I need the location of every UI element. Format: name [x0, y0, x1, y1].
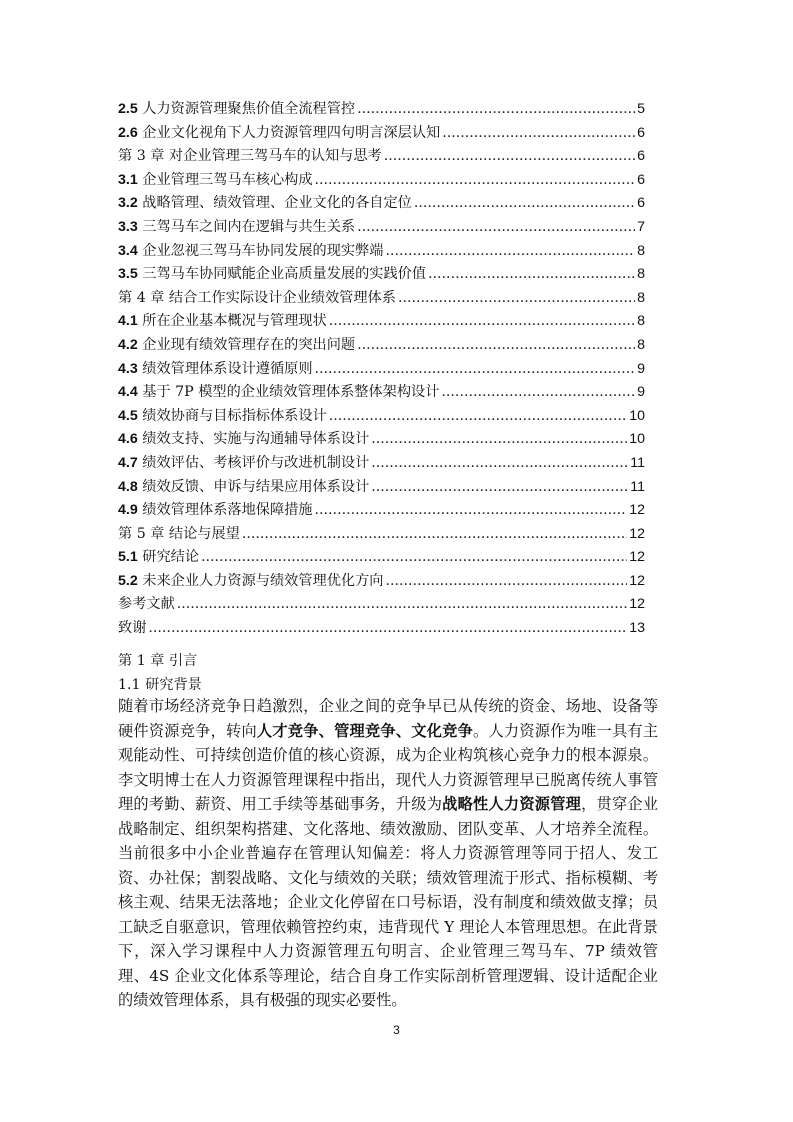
toc-entry-title — [118, 216, 355, 240]
toc-entry-title — [118, 617, 146, 641]
toc-entry-title — [118, 381, 439, 405]
toc-entry-number: 2.6 — [118, 124, 138, 141]
toc-entry[interactable] — [118, 216, 645, 240]
toc-dot-leader — [177, 593, 627, 617]
toc-entry[interactable] — [118, 593, 645, 617]
toc-entry-number: 4.1 — [118, 313, 138, 330]
toc-dot-leader — [357, 216, 635, 240]
toc-entry-text: 未来企业人力资源与绩效管理优化方向 — [142, 572, 384, 589]
toc-entry-page: 12 — [629, 572, 645, 589]
toc-entry-number: 3.2 — [118, 195, 138, 212]
toc-entry-title — [118, 499, 313, 523]
toc-entry-title — [118, 546, 199, 570]
toc-entry-page: 5 — [637, 101, 645, 117]
toc-entry-text: 战略管理、绩效管理、企业文化的各自定位 — [142, 195, 412, 212]
toc-entry-title — [118, 523, 240, 547]
toc-dot-leader — [441, 381, 635, 405]
toc-entry-text: 第 4 章 结合工作实际设计企业绩效管理体系 — [118, 289, 396, 306]
toc-entry-page: 8 — [637, 266, 645, 283]
toc-entry[interactable] — [118, 546, 645, 570]
toc-entry-page: 8 — [637, 336, 645, 353]
table-of-contents — [118, 98, 645, 641]
toc-entry-page: 10 — [629, 431, 645, 448]
toc-entry-number: 5.1 — [118, 549, 138, 566]
toc-dot-leader — [315, 358, 636, 382]
toc-entry-page: 6 — [637, 124, 645, 141]
toc-entry-text: 绩效反馈、申诉与结果应用体系设计 — [142, 478, 370, 495]
toc-entry-page: 11 — [630, 478, 645, 495]
toc-dot-leader — [329, 405, 628, 429]
toc-entry-number: 3.5 — [118, 266, 138, 283]
toc-entry-text: 绩效评估、考核评价与改进机制设计 — [142, 454, 370, 471]
section-heading: 1.1 研究背景 — [118, 677, 202, 693]
toc-entry[interactable] — [118, 523, 645, 547]
toc-entry-number: 4.3 — [118, 360, 138, 377]
toc-entry[interactable] — [118, 169, 645, 193]
toc-entry-title — [118, 593, 175, 617]
toc-entry-page: 8 — [637, 289, 645, 306]
toc-entry-page: 12 — [629, 525, 645, 542]
toc-entry-page: 12 — [629, 502, 645, 519]
toc-dot-leader — [242, 523, 627, 547]
toc-entry-title — [118, 358, 313, 382]
toc-dot-leader — [398, 287, 635, 311]
toc-entry-title — [118, 334, 355, 358]
toc-entry[interactable] — [118, 122, 645, 146]
toc-entry[interactable] — [118, 263, 645, 287]
toc-entry-page: 12 — [629, 549, 645, 566]
toc-entry-number: 4.4 — [118, 384, 138, 401]
toc-entry-title — [118, 310, 327, 334]
page-number: 3 — [393, 1023, 400, 1037]
toc-entry-text: 第 3 章 对企业管理三驾马车的认知与思考 — [118, 148, 382, 165]
toc-entry-text: 绩效支持、实施与沟通辅导体系设计 — [142, 431, 370, 448]
toc-dot-leader — [414, 192, 635, 216]
toc-entry-number: 3.3 — [118, 218, 138, 235]
toc-entry-page: 10 — [629, 407, 645, 424]
toc-dot-leader — [371, 428, 627, 452]
toc-entry-text: 绩效管理体系设计遵循原则 — [142, 360, 313, 377]
toc-dot-leader — [385, 240, 635, 264]
toc-entry-text: 基于 7P 模型的企业绩效管理体系整体架构设计 — [142, 384, 440, 401]
toc-entry[interactable] — [118, 617, 645, 641]
toc-entry-text: 企业管理三驾马车核心构成 — [142, 171, 313, 188]
toc-entry-number: 3.4 — [118, 242, 138, 259]
toc-entry-number: 3.1 — [118, 171, 138, 188]
toc-entry-number: 2.5 — [118, 101, 138, 117]
toc-entry[interactable] — [118, 381, 645, 405]
toc-dot-leader — [357, 98, 635, 122]
toc-entry-title — [118, 476, 369, 500]
toc-entry-text: 企业忽视三驾马车协同发展的现实弊端 — [142, 242, 384, 259]
toc-entry[interactable] — [118, 476, 645, 500]
toc-entry[interactable] — [118, 570, 645, 594]
toc-entry-text: 研究结论 — [142, 549, 200, 566]
toc-entry-title — [118, 428, 369, 452]
toc-entry-number: 4.8 — [118, 478, 138, 495]
toc-dot-leader — [384, 145, 635, 169]
toc-entry-title — [118, 122, 440, 146]
toc-entry[interactable] — [118, 98, 645, 122]
paragraph-text: 随着市场经济竞争日趋激烈，企业之间的竞争早已从传统的资金、场地、设备等硬件资源竞争，转向 — [118, 697, 658, 740]
toc-dot-leader — [428, 263, 635, 287]
toc-entry-page: 8 — [637, 242, 645, 259]
toc-entry-text: 企业文化视角下人力资源管理四句明言深层认知 — [142, 124, 441, 141]
toc-entry-page: 11 — [630, 454, 645, 471]
toc-entry[interactable] — [118, 405, 645, 429]
toc-entry-page: 8 — [637, 313, 645, 330]
body-paragraph — [118, 694, 658, 1013]
toc-entry[interactable] — [118, 452, 645, 476]
toc-entry-number: 4.5 — [118, 407, 138, 424]
toc-dot-leader — [315, 499, 628, 523]
toc-dot-leader — [329, 310, 635, 334]
toc-entry-page: 13 — [629, 620, 645, 637]
paragraph-text: 。人力资源作为唯一具有主观能动性、可持续创造价值的核心资源，成为企业构筑核心竞争力的根本源泉。李文明博士在人力资源管理课程中指出，现代人力资源管理早已脱离传统人事管理的考勤、薪资、用工手续等基础事务，升级为 — [118, 721, 659, 813]
toc-entry-text: 企业现有绩效管理存在的突出问题 — [142, 336, 356, 353]
toc-entry-number: 4.7 — [118, 454, 138, 471]
toc-entry-title — [118, 169, 313, 193]
toc-entry-title — [118, 405, 327, 429]
toc-entry-text: 致谢 — [118, 620, 147, 637]
toc-entry-page: 6 — [637, 171, 645, 188]
toc-entry-number: 4.6 — [118, 431, 138, 448]
toc-entry[interactable] — [118, 310, 645, 334]
toc-dot-leader — [148, 617, 627, 641]
toc-entry[interactable] — [118, 240, 645, 264]
toc-entry-number: 4.9 — [118, 502, 138, 519]
toc-entry-title — [118, 570, 383, 594]
toc-entry-page: 12 — [629, 596, 645, 613]
toc-dot-leader — [385, 570, 627, 594]
paragraph-text: ，贯穿企业战略制定、组织架构搭建、文化落地、绩效激励、团队变革、人才培养全流程。当前很多中小企业普遍存在管理认知偏差：将人力资源管理等同于招人、发工资、办社保；割裂战略、文化与绩效的关联；绩效管理流于形式、指标模糊、考核主观、结果无法落地；企业文化停留在口号标语，没有制度和绩效做支撑；员工缺乏自驱意识，管理依赖管控约束，违背现代 Y 理论人本管理思想。在此背景下，深入学习课程中人力资源管理五句明言、企业管理三驾马车、7P 绩效管理、4S 企业文化体系等理论，结合自身工作实际剖析管理逻辑、设计适配企业的绩效管理体系，具有极强的现实必要性。 — [118, 795, 659, 1009]
toc-entry-title — [118, 263, 426, 287]
toc-entry-number: 4.2 — [118, 336, 138, 353]
toc-entry-title — [118, 98, 355, 122]
toc-dot-leader — [371, 452, 628, 476]
toc-entry-title — [118, 287, 396, 311]
toc-entry-title — [118, 145, 382, 169]
toc-entry-text: 人力资源管理聚焦价值全流程管控 — [142, 101, 356, 117]
toc-entry-title — [118, 452, 369, 476]
toc-entry-number: 5.2 — [118, 572, 138, 589]
toc-entry-page: 9 — [637, 360, 645, 377]
toc-dot-leader — [315, 169, 636, 193]
toc-entry[interactable] — [118, 499, 645, 523]
toc-dot-leader — [201, 546, 627, 570]
toc-entry-text: 三驾马车协同赋能企业高质量发展的实践价值 — [142, 266, 427, 283]
toc-entry-title — [118, 192, 412, 216]
toc-dot-leader — [357, 334, 635, 358]
emphasis-text: 战略性人力资源管理 — [442, 795, 582, 813]
toc-entry[interactable] — [118, 334, 645, 358]
toc-entry-page: 6 — [637, 148, 645, 165]
toc-entry-text: 绩效管理体系落地保障措施 — [142, 502, 313, 519]
toc-entry-page: 6 — [637, 195, 645, 212]
toc-dot-leader — [371, 476, 628, 500]
chapter-heading: 第 1 章 引言 — [118, 653, 198, 669]
toc-entry[interactable] — [118, 192, 645, 216]
toc-entry-text: 三驾马车之间内在逻辑与共生关系 — [142, 218, 356, 235]
toc-entry-page: 7 — [637, 218, 645, 235]
toc-entry-page: 9 — [637, 384, 645, 401]
toc-entry-text: 绩效协商与目标指标体系设计 — [142, 407, 327, 424]
toc-entry-text: 参考文献 — [118, 596, 175, 613]
toc-entry-text: 第 5 章 结论与展望 — [118, 525, 240, 542]
toc-entry[interactable] — [118, 428, 645, 452]
toc-entry[interactable] — [118, 145, 645, 169]
toc-entry[interactable] — [118, 287, 645, 311]
toc-entry-text: 所在企业基本概况与管理现状 — [142, 313, 327, 330]
emphasis-text: 人才竞争、管理竞争、文化竞争 — [256, 721, 474, 740]
toc-entry[interactable] — [118, 358, 645, 382]
toc-dot-leader — [442, 122, 635, 146]
toc-entry-title — [118, 240, 383, 264]
